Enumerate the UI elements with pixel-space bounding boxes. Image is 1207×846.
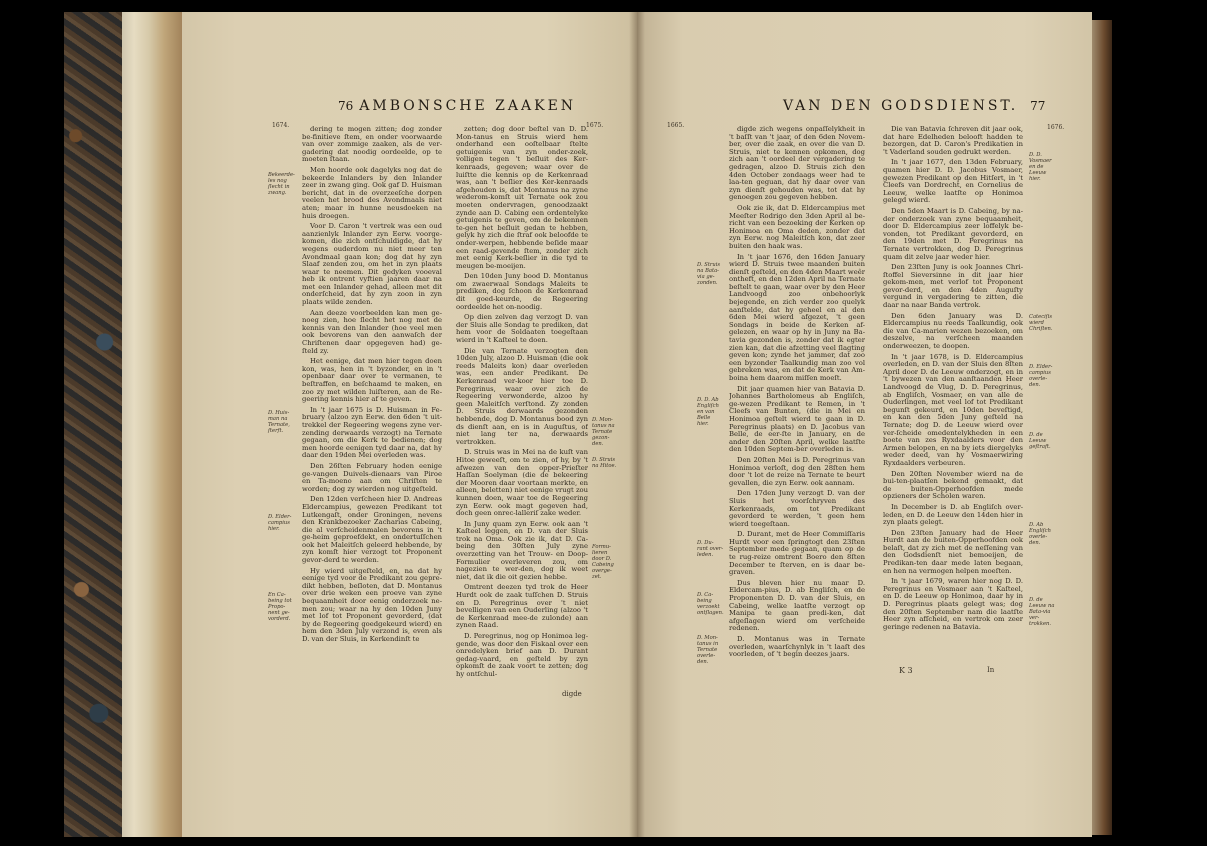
margin-note: Cateciſis wierd Chriſten. — [1029, 314, 1053, 332]
paragraph: Den 20ſten Mei is D. Peregrinus van Honimoa verloſt, dog den 28ſten hem door 't lot de reize na Ternate te beurt gevallen, die zyn Eerw. ook aannam. — [729, 455, 865, 487]
right-catchword: In — [987, 666, 995, 674]
margin-note: D. D. Vosmaer en de Leeuw hier. — [1029, 152, 1052, 182]
marbled-cover-left — [64, 12, 122, 837]
paragraph: Ook zie ik, dat D. Eldercampius met Meeſter Rodrigo den 3den April al be-richt van een bezoeking der Kerken op Honimoa en Oma deden, zonder dat zyn Eerw. nog Maleitſch kon, dat zeer buiten den haak was. — [729, 203, 865, 250]
margin-note: D. Huis-man na Ternate, ſterft. — [268, 410, 290, 434]
paragraph: In 't jaar 1679, waren hier nog D. D. Peregrinus en Vosmaer aan 't Kaſteel, en D. de Leeuw op Honimoa, daar hy in D. Peregrinus plaats gelegt was; dog den 20ſten September nam die laatſte Heer zyn afſcheid, en vertrok om zeer geringe redenen na Batavia. — [883, 577, 1023, 631]
paragraph: dering te mogen zitten; dog zonder be-finitieve ſtem, en onder voorwaarde van over zommige zaaken, als de ver-gadering dat noodig oordeelde, op te moeten ſtaan. — [302, 126, 442, 164]
paragraph: zetten; dog door beſtel van D. D. Mon-tanus en Struis wierd hem onderhand een ooſtelbaar ſtelte getuigenis van zyn onder-zoek, volligen tegen 't beſluit des Ker-kenraads, gegeven; waar over de luiſtte die kennis op de Kerkenraad was, aan 't beſlier des Ker-kenraads afgehouden is, dat Montanus na zyne wederom-komſt uit Ternate ook zou moeten ondervragen, genoodzaakt zynde aan D. Cabing een ordentelyke getuigenis te geven, om de bekennen te-gen het beſluit gedan te hebben, gelyk hy zich die ſtraf ook beloofde te onder-werpen, hebbende beſide maar een raad-gevende ſtem, zonder zich met eenig Kerk-beſlier in die tyd te meugen be-moeijen. — [456, 126, 588, 270]
right-page-number: 77 — [1030, 99, 1046, 113]
paragraph: Die van Ternate verzogten den 10den July, alzoo D. Huisman (die ook reeds Maleits kon) daar overleden was, een ander Predikant. De Kerkenraad ver-koor hier toe D. Peregrinus, waar over zich de Regeering verwonderde, alzoo hy geen Maleitſch verſtond. Zy zonden D. Struis derwaards gezonden hebbende, dog D. Montanus bood zyn ds dienſt aan, en is in Auguſtus, of niet lang ter na, derwaards vertrokken. — [456, 346, 588, 446]
paragraph: In 't jaar 1675 is D. Huisman in Fe-bruary (alzoo zyn Eerw. den 6den 't uit-trekkel der Regeering wegens zyne ver-zending derwaards verzogt) na Ternate gegaan, om die Kerk te bedienen; dog men hoorde eenigen tyd daar na, dat hy daar den 19den Mei overleden was. — [302, 405, 442, 460]
leather-cover-right — [1092, 20, 1112, 835]
margin-note: Formu-lieren door D. Cabeing overge-zet. — [592, 544, 614, 580]
paragraph: D. Struis was in Mei na de kuſt van Hitoe geweeſt, om te zien, of hy, by 't afwezen van den opper-Prieſter Haſſan Soelyman (die de bekeering der Mooren daar voortaan merkte, en alleen, beletten) niet eenige vrugt zou kunnen doen, waar toe de Regeering zyn Eerw. ook magt gegeven had, doch geen onrec-lalleriſ zake weder. — [456, 448, 588, 518]
margin-note: D. Struis na Bata-via ge-zonden. — [697, 262, 721, 286]
left-running-head — [338, 98, 576, 114]
paragraph: In 't jaar 1676, den 16den January wierd D. Struis twee maanden buiten dienſt geſteld, en den 4den Maart weêr ontheft, en den 12den April na Ternate beſtelt te gaan, waar over by den Heer Landvoogd zoo onbehoorlyk bejegende, en zich verder zoo quelyk aanſtelde, dat hy geheel en al den 6den Mei wierd afgezet, 't geen Sondags in beide de Kerken af-gelezen, en waar op hy in Juny na Ba-tavia gezonden is, zonder dat ik egter zien kan, dat die afzetting veel ſlagting geven kon; zynde het jammer, dat zoo een byzonder Taalkundig man zoo vol gebreken was, en dat de Kerk van Am-boina hem daarom miſſen moeſt. — [729, 252, 865, 382]
right-inner-year: 1665. — [667, 122, 685, 129]
paragraph: D. Durant, met de Heer Commiſſaris Hurdt voor een ſpringtogt den 23ſten September mede gegaan, quam op de te rug-reize omtrent Boero den 8ſten December te ſterven, en is daar be-graven. — [729, 530, 865, 577]
margin-note: D. Ab Engliſch overle-den. — [1029, 522, 1051, 546]
paragraph: Den 23ſten Juny is ook Joannes Chri-ſtoffel Sieversinne in dit jaar hier gekom-men, met verlof tot Proponent gevor-derd, en den 4den Auguſty vergund in vergadering te zitten, die daar na naar Banda vertrok. — [883, 263, 1023, 310]
paragraph: In 't jaar 1678, is D. Eldercampius overleden, en D. van der Sluis den 8ſten April door D. de Leeuw onderzogt, en in 't bywezen van den aanſtaanden Heer Landvoogd de Vlug, D. D. Peregrinus, ab Engliſch, Vosmaer, en van alle de Ouderlingen, met veel lof tot Predikant begunſt gekeurd, en 10den beveſtigd, en kan den 5den Juny geſteld na Ternate; dog D. de Leeuw wierd over ver-ſcheide omedentelykheden in een boete van zes Ryxdaalders voor den Armen belopen, en na by iets diergelyks weder deed, van hy Vosmaerwiring Ryxdaalders verbeuren. — [883, 352, 1023, 467]
margin-note: D. Elder-campius overle-den. — [1029, 364, 1053, 388]
paragraph: In December is D. ab Engliſch over-leden, en D. de Leeuw den 14den hier in zyn plaats gelegt. — [883, 502, 1023, 527]
paragraph: Den 10den Juny bood D. Montanus om zwaerwaal Sondags Maleits te prediken, dog ſchoon de Kerkenraad dit goed-keurde, de Regeering oordeelde het on-noodig. — [456, 272, 588, 311]
right-running-head — [783, 98, 1051, 114]
paragraph: Den 5den Maart is D. Cabeing, by na-der onderzoek van zyne bequaamheit, door D. Eldercampius zeer loffelyk be-vonden, tot Predikant gevorderd, en den 19den met D. Peregrinus na Ternate vertrokken, dog D. Peregrinus quam dit zelve jaar weder hier. — [883, 206, 1023, 261]
paragraph: Den 23ſten January had de Heer Hurdt aan de buiten-Opperhoofden ook belaſt, dat zy zich met de neſſening van den Godsdienſt niet bemoeijen, de Predikan-ten daar mede laten begaan, en hen na vermogen helpen moeſten. — [883, 528, 1023, 575]
page-edges-left — [122, 12, 182, 837]
paragraph: Den 20ſten November wierd na de bui-ten-plaatſen bekend gemaakt, dat de buiten-Opperhoofden mede opzieners der Scholen waren. — [883, 469, 1023, 501]
paragraph: Den 12den verſcheen hier D. Andreas Eldercampius, gewezen Predikant tot Lutkengaſt, onder Groningen, nevens den Krankbezoeker Zacharias Cabeing, die al verſcheidenmalen bevorens in 't ge-heim geproefdekt, en ondertuſſchen ook het Maleitſch geleerd hebbende, by zyn komſt hier verzogt tot Proponent gevor-derd te werden. — [302, 495, 442, 565]
paragraph: Op dien zelven dag verzogt D. van der Sluis alle Sondag te prediken, dat hem voor de Soldaaten toegeſtaan wierd in 't Kaſteel te doen. — [456, 313, 588, 345]
paragraph: Den 6den January was D. Eldercampius nu reeds Taalkundig, ook die van Ca-marien wezen bezoeken, om deszelve, na verſcheen maanden onderweezen, te doopen. — [883, 311, 1023, 351]
left-page — [182, 12, 637, 837]
left-inner-year: 1675. — [586, 122, 604, 129]
paragraph: D. Montanus was in Ternate overleden, waarſchynlyk in 't laaſt des voorleden, of 't begin deezes jaars. — [729, 635, 865, 659]
left-catchword: digde — [562, 690, 582, 698]
left-page-number: 76 — [338, 99, 354, 113]
right-margin-year: 1676. — [1047, 124, 1065, 131]
right-page-column-2 — [883, 126, 1023, 674]
open-book — [64, 12, 1112, 837]
margin-note: D. de Leeuw geſtraft. — [1029, 432, 1051, 450]
paragraph: In 't jaar 1677, den 13den February, quamen hier D. D. Jacobus Vosmaer, gewezen Predikant op den Hitſert, in 't Cleefs van Dordrecht, en Cornelius de Leeuw, welke laatſte op Honimoa gelegd wierd. — [883, 158, 1023, 205]
paragraph: Dit jaar quamen hier van Batavia D. Johannes Bartholomeus ab Engliſch, ge-wezen Predikant te Remen, in 't Cleefs van Bunten, (die in Mei en Honimoa geſtelt wierd te gaan in D. Peregrinus plaats) en D. Jacobus van Belle, de eer-ſte in January, en de ander den 20ſten April, welke laatſte den 10den Septem-ber overleden is. — [729, 384, 865, 454]
paragraph: Hy wierd uitgeſteld, en, na dat hy eenige tyd voor de Predikant zou gepre-dikt hebben, beſloten, dat D. Montanus over drie weken een proeve van zyne bequaamheit door eenig onderzoek ne-men zou; waar na hy den 10den Juny met lof tot Proponent gevorderd, (dat by de Regeering goedgekeurd wierd) en hem den 3den July verzond is, even als D. van der Sluis, in Kerkendinſt te — [302, 566, 442, 643]
left-running-title: AMBONSCHE ZAAKEN — [359, 98, 577, 114]
paragraph: Den 17den Juny verzogt D. van der Sluis het voorſchryven des Kerkenraads, om tot Predikant gevorderd te werden, 't geen hem wierd toegeſtaan. — [729, 489, 865, 528]
paragraph: Voor D. Caron 't vertrek was een oud aanzienlyk Inlander zyn Eerw. voorge-komen, die zich ontſchuldigde, dat hy wegens ouderdom nu niet meer ten Avondmaal gaan kon; dog dat hy zyn Slaaf zenden zou, om het in zyn plaats waar te neemen. Dit gedyken vooeval heb ik ontrent vyftien jaaren daar na met een Inlander gehad, alleen met dit onderſcheid, dat hy zyn zoon in zyn plaats wilde zenden. — [302, 222, 442, 307]
paragraph: Dus bleven hier nu maar D. Eldercam-pius, D. ab Engliſch, en de Proponenten D. D. van der Sluis, en Cabeing, welke laatſte verzogt op Manipa te gaan predi-ken, dat afgeſlagen wierd om verſcheide redenen. — [729, 578, 865, 633]
signature-mark: K 3 — [899, 666, 913, 675]
paragraph: Het eenige, dat men hier tegen doen kon, was, hen in 't byzonder, en in 't openbaar daar over te vermanen, te beſtraffen, en beſchaamd te maken, en zoo zy met wilden luiſteren, aan de Re-geering kennis hier af te geven. — [302, 357, 442, 404]
margin-note: D. de Leeuw na Bata-via ver-trokken. — [1029, 597, 1055, 627]
paragraph: In Juny quam zyn Eerw. ook aan 't Kaſteel leggen, en D. van der Sluis trok na Oma. Ook zie ik, dat D. Ca-being den 30ſten July zyne overzetting van het Trouw- en Doop-Formulier overleveren zou, om nagezien te wer-den, dog ik weet niet, dat ik die oit gezien hebbe. — [456, 519, 588, 581]
paragraph: Den 26ſten February hoden eenige ge-vangen Duivels-dienaars van Piroe en Ta-moeno aan om Chriſten te worden; dog zy wierden nog uitgeſteld. — [302, 461, 442, 493]
paragraph: digde zich wegens onpaſſelykheit in 't baſſt van 't jaar, of den 6den Novem-ber, over die zaak, en over die van D. Struis, niet te kennen opkomen, dog zich aan 't oordeel der vergadering te gedragen, alzoo D. Struis zich den 4den October zondaags weer had te laa-ten geguan, dat hy daar over van zyn dienſt gehouden was, tot dat hy genoegen zou gegeven hebben. — [729, 126, 865, 202]
paragraph: Aan deeze voorbeelden kan men ge-noeg zien, hoe ſlecht het nog met de kennis van den Inlander (hoe veel men ook bevorens van den aanwaſch der Chriſtenen daar opgegeven had) ge-ſteld zy. — [302, 308, 442, 355]
paragraph: Die van Batavia ſchreven dit jaar ook, dat hare Edelheden belooft hadden te bezorgen, dat D. Caron's Predikatien in 't Vaderland souden gedrukt werden. — [883, 126, 1023, 156]
book-gutter — [629, 12, 645, 837]
margin-note: D. Mon-tanus na Ternate gezon-den. — [592, 417, 615, 447]
margin-note: D. Mon-tanus in Ternate overle-den. — [697, 635, 719, 665]
left-page-column-2 — [456, 126, 588, 686]
margin-note: D. Elder-campius hier. — [268, 514, 292, 532]
margin-note: D. Struis na Hitoe. — [592, 457, 617, 469]
right-page-column-1 — [729, 126, 865, 696]
margin-note: Bekeerde-les nog ſlecht in zwang. — [268, 172, 295, 196]
paragraph: Omtrent deezen tyd trok de Heer Hurdt ook de zaak tuſſchen D. Struis en D. Peregrinus over 't niet bevelligen van een Ouderling (alzoo 't de Kerkenraad mee-de zulonde) aan zynen Raad. — [456, 583, 588, 630]
right-running-title: VAN DEN GODSDIENST. — [783, 98, 1019, 114]
left-page-column-1 — [302, 126, 442, 674]
right-page — [637, 12, 1092, 837]
left-margin-year: 1674. — [272, 122, 290, 129]
paragraph: D. Peregrinus, nog op Honimoa leg-gende, was door den Fiskaal over een onredelyken brief aan D. Durant gedag-vaard, en geſteld by zyn opkomſt de zaak voort te zetten; dog hy ontſchul- — [456, 632, 588, 678]
margin-note: D. Du-rant over-leden. — [697, 540, 724, 558]
margin-note: D. D. Ab Engliſch en van Belle hier. — [697, 397, 719, 427]
paragraph: Men hoorde ook dagelyks nog dat de bekeerde Inlanders by den Inlander zeer in zwang ging. Ook gaf D. Huisman bericht, dat in de overzeeſche dorpen veelen het brood des Avondmaals niet aten; maar in hunne neusdoeken na huis droegen. — [302, 165, 442, 220]
margin-note: D. Ca-being verzoekt ontſlagen. — [697, 592, 724, 616]
margin-note: En Ca-being tot Propo-nent ge-vorderd. — [268, 592, 292, 622]
